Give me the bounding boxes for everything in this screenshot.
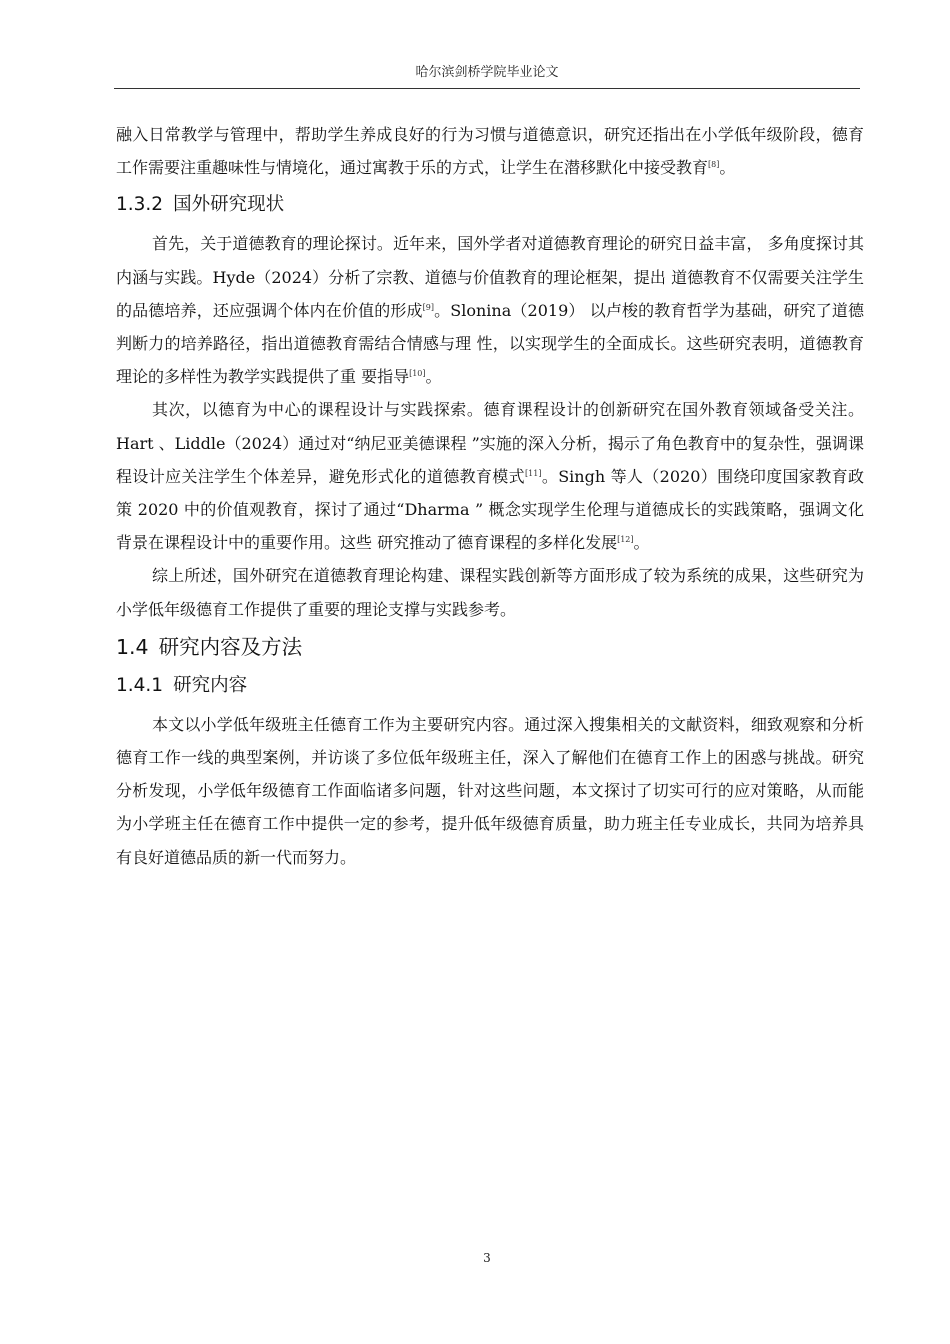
- page-number: 3: [483, 1251, 491, 1265]
- paragraph-research-content: 本文以小学低年级班主任德育工作为主要研究内容。通过深入搜集相关的文献资料，细致观察和分析德育工作一线的典型案例，并访谈了多位低年级班主任，深入了解他们在德育工作上的困惑与挑战。研究分析发现，小学低年级德育工作面临诸多问题，针对这些问题，本文探讨了切实可行的应对策略，从而能为小学班主任在德育工作中提供一定的参考，提升低年级德育质量，助力班主任专业成长，共同为培养具有良好道德品质的新一代而努力。: [116, 714, 864, 867]
- paragraph-end: 。: [719, 158, 736, 178]
- section-title: 国外研究现状: [173, 194, 285, 216]
- citation-10: [10]: [409, 369, 426, 379]
- paragraph-summary: 综上所述，国外研究在道德教育理论构建、课程实践创新等方面形成了较为系统的成果，这些研究为小学低年级德育工作提供了重要的理论支撑与实践参考。: [116, 566, 864, 619]
- paragraph-text: 首先，关于道德教育的理论探讨。近年来，国外学者对道德教育理论的研究日益丰富， 多角度探讨其内涵与实践。Hyde（2024）分析了宗教、道德与价值教育的理论框架，提出 道德教育不仅需要关注学生的品德培养，还应强调个体内在价值的形成: [116, 234, 864, 320]
- citation-9: [9]: [422, 302, 434, 312]
- section-heading-1-3-2: [116, 188, 864, 222]
- paragraph-theory: [116, 227, 864, 393]
- page-body: [116, 118, 864, 874]
- paragraph-curriculum: [116, 393, 864, 559]
- paragraph-text: 。Slonina（2019） 以卢梭的教育哲学为基础，研究了道德判断力的培养路径，指出道德教育需结合情感与理 性，以实现学生的全面成长。这些研究表明，道德教育理论的多样性为教学实践提供了重 要指导: [116, 300, 864, 387]
- header-rule: [114, 88, 860, 89]
- paragraph-text: 融入日常教学与管理中，帮助学生养成良好的行为习惯与道德意识，研究还指出在小学低年级阶段，德育工作需要注重趣味性与情境化，通过寓教于乐的方式，让学生在潜移默化中接受教育: [116, 125, 864, 178]
- section-heading-1-4-1: [116, 669, 864, 703]
- section-heading-1-4: [116, 630, 864, 664]
- citation-12: [12]: [617, 535, 634, 545]
- paragraph-end: 。: [633, 533, 650, 553]
- paragraph-text: 其次，以德育为中心的课程设计与实践探索。德育课程设计的创新研究在国外教育领域备受关注。Hart 、Liddle（2024）通过对“纳尼亚美德课程 ”实施的深入分析，揭示了角色教育中的复杂性，强调课程设计应关注学生个体差异，避免形式化的道德教育模式: [116, 400, 864, 486]
- paragraph-end: 。: [425, 367, 442, 387]
- citation-8: [8]: [708, 160, 720, 170]
- section-number: 1.4.1: [116, 674, 164, 696]
- paragraph-text: 。Singh 等人（2020）围绕印度国家教育政策 2020 中的价值观教育，探讨了通过“Dharma ” 概念实现学生伦理与道德成长的实践策略，强调文化背景在课程设计中的重要作用。这些 研究推动了德育课程的多样化发展: [116, 466, 864, 553]
- citation-11: [11]: [525, 468, 542, 478]
- section-number: 1.4: [116, 634, 149, 659]
- paragraph-continued: [116, 118, 864, 184]
- section-title: 研究内容及方法: [158, 634, 303, 659]
- section-number: 1.3.2: [116, 194, 164, 216]
- section-title: 研究内容: [173, 674, 248, 696]
- running-header: 哈尔滨剑桥学院毕业论文: [415, 65, 559, 80]
